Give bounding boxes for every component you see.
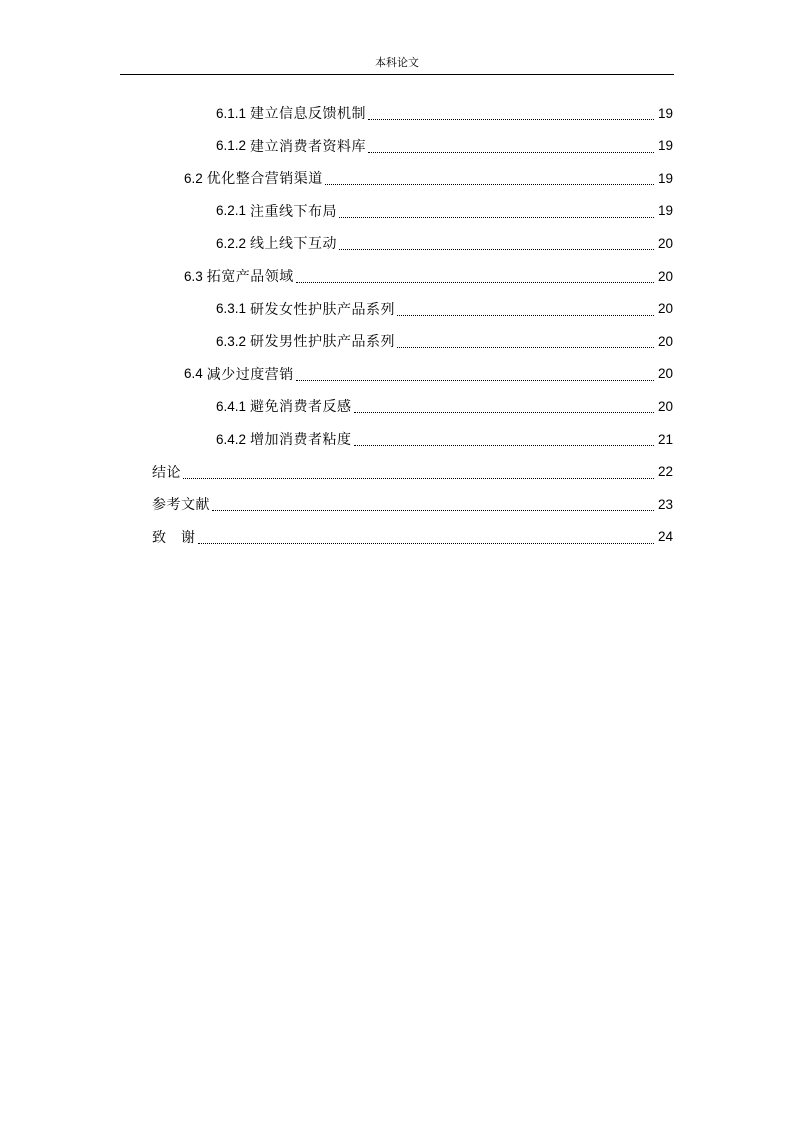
toc-leader-dots [212, 509, 654, 511]
toc-entry-title: 结论 [152, 465, 181, 481]
toc-leader-dots [296, 281, 654, 283]
toc-leader-dots [368, 151, 654, 153]
toc-entry-6-2[interactable] [184, 162, 673, 194]
toc-entry-title: 致 谢 [152, 530, 196, 546]
toc-entry-page: 21 [657, 431, 673, 447]
toc-entry-number: 6.3.1 [216, 301, 247, 317]
toc-entry-title: 建立消费者资料库 [250, 139, 367, 155]
toc-leader-dots [325, 183, 654, 185]
toc-entry-number: 6.2.1 [216, 203, 247, 219]
toc-entry-number: 6.4.1 [216, 398, 247, 414]
toc-entry-page: 19 [657, 138, 673, 154]
toc-leader-dots [354, 444, 654, 446]
toc-entry-page: 20 [657, 235, 673, 251]
toc-entry-6-3-2[interactable] [216, 325, 673, 357]
toc-entry-number: 6.3.2 [216, 333, 247, 349]
toc-entry-title: 线上线下互动 [250, 237, 338, 253]
toc-entry-6-4-1[interactable] [216, 390, 673, 422]
toc-entry-number: 6.1.1 [216, 105, 247, 121]
page-header [120, 55, 674, 75]
toc-entry-title: 避免消费者反感 [250, 400, 352, 416]
toc-leader-dots [198, 542, 655, 544]
toc-leader-dots [339, 248, 654, 250]
toc-entry-acknowledgements[interactable] [152, 521, 673, 553]
toc-leader-dots [296, 379, 654, 381]
toc-entry-page: 20 [657, 398, 673, 414]
toc-entry-6-4[interactable] [184, 358, 673, 390]
header-title: 本科论文 [375, 57, 419, 69]
toc-entry-page: 23 [657, 496, 673, 512]
toc-entry-page: 22 [657, 464, 673, 480]
toc-entry-title: 优化整合营销渠道 [206, 172, 323, 188]
toc-entry-title: 注重线下布局 [250, 204, 338, 220]
toc-entry-title: 减少过度营销 [206, 367, 294, 383]
toc-entry-6-2-2[interactable] [216, 227, 673, 259]
toc-entry-page: 20 [657, 333, 673, 349]
toc-entry-title: 研发男性护肤产品系列 [250, 335, 396, 351]
toc-leader-dots [339, 216, 654, 218]
toc-entry-title: 拓宽产品领域 [206, 270, 294, 285]
toc-entry-title: 增加消费者粘度 [250, 433, 352, 448]
toc-entry-number: 6.2.2 [216, 235, 247, 251]
toc-entry-number: 6.1.2 [216, 138, 247, 154]
toc-entry-title: 参考文献 [152, 498, 210, 514]
toc-entry-references[interactable] [152, 488, 673, 520]
toc-entry-6-3[interactable] [184, 260, 673, 292]
toc-entry-number: 6.2 [184, 170, 203, 186]
toc-entry-title: 建立信息反馈机制 [250, 107, 367, 122]
toc-entry-6-4-2[interactable] [216, 423, 673, 455]
toc-entry-number: 6.4 [184, 366, 203, 382]
toc-entry-page: 24 [657, 529, 673, 545]
toc-entry-page: 19 [657, 170, 673, 186]
toc-entry-title: 研发女性护肤产品系列 [250, 302, 396, 318]
toc-leader-dots [354, 411, 654, 413]
toc-entry-page: 20 [657, 268, 673, 284]
toc-entry-page: 19 [657, 105, 673, 121]
toc-entry-6-1-2[interactable] [216, 130, 673, 162]
toc-entry-6-1-1[interactable] [216, 97, 673, 129]
toc-leader-dots [397, 314, 654, 316]
toc-entry-page: 20 [657, 301, 673, 317]
toc-entry-conclusion[interactable] [152, 456, 673, 488]
toc-entry-page: 20 [657, 366, 673, 382]
toc-entry-6-2-1[interactable] [216, 195, 673, 227]
toc-leader-dots [183, 477, 654, 479]
toc-leader-dots [368, 118, 654, 120]
toc-leader-dots [397, 346, 654, 348]
toc-entry-number: 6.3 [184, 268, 203, 284]
toc-entry-page: 19 [657, 203, 673, 219]
toc-entry-6-3-1[interactable] [216, 293, 673, 325]
toc-entry-number: 6.4.2 [216, 431, 247, 447]
